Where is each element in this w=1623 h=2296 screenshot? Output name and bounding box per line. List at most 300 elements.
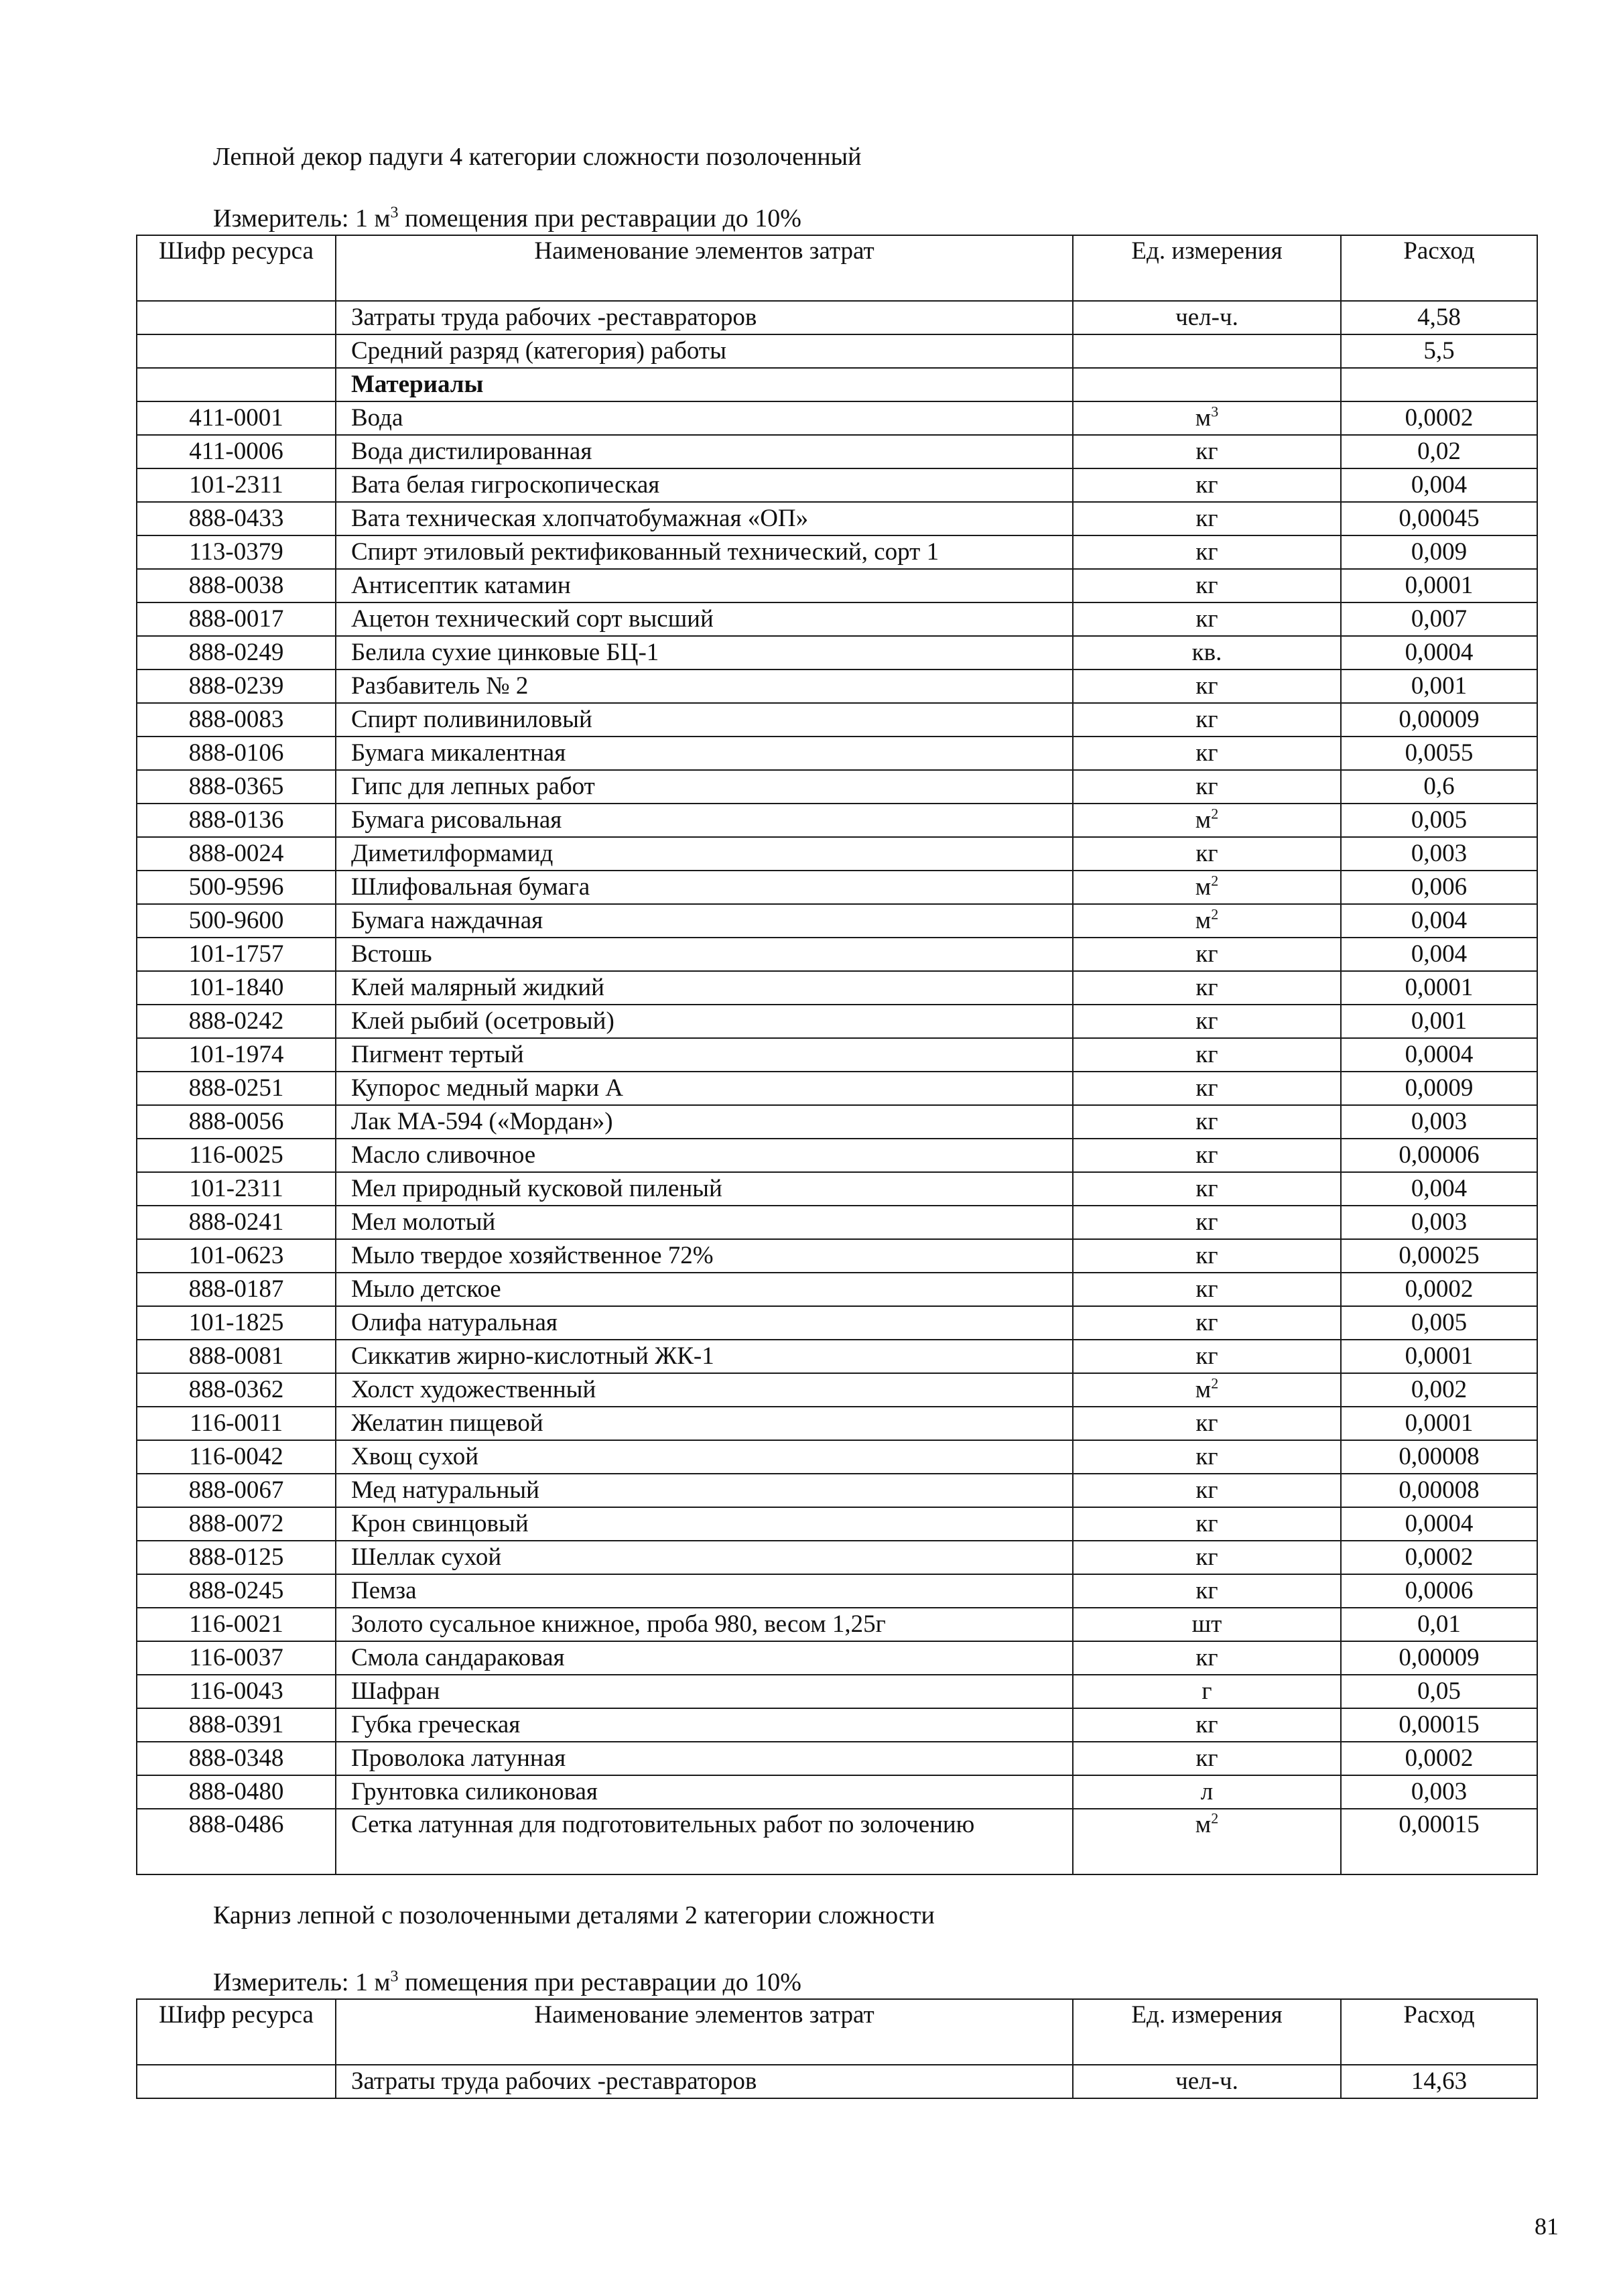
resource-code-cell: 101-0623: [137, 1239, 336, 1273]
cost-element-name-cell: Спирт этиловый ректификованный технический, сорт 1: [336, 535, 1073, 569]
unit-cell: [1073, 770, 1341, 804]
unit-exponent: 2: [1211, 1809, 1219, 1827]
table-row: [137, 401, 1537, 435]
cost-element-name-cell: Шлифовальная бумага: [336, 871, 1073, 904]
consumption-cell: 0,005: [1341, 804, 1537, 837]
table-row: [137, 334, 1537, 368]
unit-cell: [1073, 1005, 1341, 1038]
consumption-cell: 0,0002: [1341, 401, 1537, 435]
consumption-cell: 0,0001: [1341, 1340, 1537, 1373]
cost-element-name-cell: Мед натуральный: [336, 1474, 1073, 1507]
unit-text: кг: [1195, 1175, 1218, 1202]
resource-code-cell: 888-0251: [137, 1072, 336, 1105]
unit-text: кв.: [1191, 639, 1222, 666]
cost-element-name-cell: Бумага наждачная: [336, 904, 1073, 938]
table-row: [137, 1105, 1537, 1139]
resource-code-cell: 888-0038: [137, 569, 336, 602]
header-code: Шифр ресурса: [137, 235, 336, 301]
consumption-cell: 0,0001: [1341, 971, 1537, 1005]
unit-text: кг: [1195, 1711, 1218, 1738]
unit-text: м: [1195, 907, 1212, 934]
unit-cell: [1073, 1373, 1341, 1407]
unit-cell: [1073, 1474, 1341, 1507]
cost-element-name-cell: Диметилформамид: [336, 837, 1073, 871]
consumption-cell: 0,003: [1341, 1775, 1537, 1809]
unit-text: чел-ч.: [1175, 2067, 1238, 2095]
cost-element-name-cell: Масло сливочное: [336, 1139, 1073, 1172]
cost-element-name-cell: Купорос медный марки А: [336, 1072, 1073, 1105]
consumption-cell: 0,005: [1341, 1306, 1537, 1340]
unit-text: кг: [1195, 572, 1218, 599]
cost-element-name-cell: Мел молотый: [336, 1206, 1073, 1239]
table-row: [137, 1507, 1537, 1541]
unit-text: кг: [1195, 1409, 1218, 1437]
table-row: [137, 1440, 1537, 1474]
resource-code-cell: 888-0081: [137, 1340, 336, 1373]
unit-text: кг: [1195, 706, 1218, 733]
consumption-cell: 0,0002: [1341, 1742, 1537, 1775]
table-row: [137, 770, 1537, 804]
consumption-cell: 0,0002: [1341, 1541, 1537, 1574]
consumption-cell: 0,00008: [1341, 1474, 1537, 1507]
consumption-cell: 0,003: [1341, 1105, 1537, 1139]
table-row: [137, 502, 1537, 535]
consumption-cell: 0,00009: [1341, 1641, 1537, 1675]
table-row: [137, 569, 1537, 602]
resource-code-cell: 888-0017: [137, 602, 336, 636]
table-row: [137, 1608, 1537, 1641]
table-row: [137, 1239, 1537, 1273]
table-row: [137, 1742, 1537, 1775]
resource-code-cell: 888-0249: [137, 636, 336, 669]
resource-code-cell: 888-0391: [137, 1708, 336, 1742]
consumption-cell: 0,01: [1341, 1608, 1537, 1641]
table-row: [137, 1675, 1537, 1708]
unit-text: м: [1195, 404, 1212, 432]
consumption-cell: 4,58: [1341, 301, 1537, 334]
cost-element-name-cell: Затраты труда рабочих -реставраторов: [336, 2065, 1073, 2098]
resource-code-cell: 888-0067: [137, 1474, 336, 1507]
unit-cell: [1073, 1105, 1341, 1139]
unit-exponent: 2: [1211, 905, 1219, 923]
consumption-cell: 0,05: [1341, 1675, 1537, 1708]
cost-element-name-cell: Клей малярный жидкий: [336, 971, 1073, 1005]
unit-cell: [1073, 1742, 1341, 1775]
unit-text: кг: [1195, 1141, 1218, 1169]
resource-code-cell: 888-0245: [137, 1574, 336, 1608]
resource-code-cell: 101-1974: [137, 1038, 336, 1072]
cost-element-name-cell: Шафран: [336, 1675, 1073, 1708]
unit-text: кг: [1195, 1041, 1218, 1068]
resource-code-cell: 113-0379: [137, 535, 336, 569]
unit-text: кг: [1195, 538, 1218, 566]
resource-code-cell: [137, 368, 336, 401]
cost-element-name-cell: Хвощ сухой: [336, 1440, 1073, 1474]
table-row: [137, 669, 1537, 703]
table-row: [137, 1373, 1537, 1407]
table-row: [137, 904, 1537, 938]
unit-cell: [1073, 368, 1341, 401]
unit-text: м: [1195, 806, 1212, 834]
resource-code-cell: 888-0083: [137, 703, 336, 737]
cost-element-name-cell: Материалы: [336, 368, 1073, 401]
cost-element-name-cell: Вата техническая хлопчатобумажная «ОП»: [336, 502, 1073, 535]
cost-element-name-cell: Мел природный кусковой пиленый: [336, 1172, 1073, 1206]
unit-cell: [1073, 1206, 1341, 1239]
section-2-table: [136, 1998, 1538, 2099]
cost-element-name-cell: Спирт поливиниловый: [336, 703, 1073, 737]
cost-element-name-cell: Вата белая гигроскопическая: [336, 468, 1073, 502]
consumption-cell: 0,0001: [1341, 569, 1537, 602]
consumption-cell: 0,0004: [1341, 1507, 1537, 1541]
table-row: [137, 636, 1537, 669]
unit-cell: [1073, 435, 1341, 468]
unit-cell: [1073, 401, 1341, 435]
unit-cell: [1073, 1340, 1341, 1373]
unit-cell: [1073, 1675, 1341, 1708]
resource-code-cell: 888-0056: [137, 1105, 336, 1139]
cost-element-name-cell: Белила сухие цинковые БЦ-1: [336, 636, 1073, 669]
unit-text: чел-ч.: [1175, 304, 1238, 331]
table-row: [137, 1340, 1537, 1373]
unit-text: м: [1195, 1811, 1212, 1838]
resource-code-cell: 888-0239: [137, 669, 336, 703]
resource-code-cell: 411-0006: [137, 435, 336, 468]
unit-cell: [1073, 837, 1341, 871]
resource-code-cell: 888-0106: [137, 737, 336, 770]
consumption-cell: 0,02: [1341, 435, 1537, 468]
unit-text: кг: [1195, 605, 1218, 633]
consumption-cell: 0,0004: [1341, 1038, 1537, 1072]
unit-text: кг: [1195, 840, 1218, 867]
resource-code-cell: 888-0136: [137, 804, 336, 837]
table-row: [137, 1038, 1537, 1072]
unit-cell: [1073, 737, 1341, 770]
header-code: Шифр ресурса: [137, 1999, 336, 2065]
table-row: [137, 435, 1537, 468]
resource-code-cell: 888-0486: [137, 1809, 336, 1874]
cost-element-name-cell: Вода дистилированная: [336, 435, 1073, 468]
consumption-cell: 0,004: [1341, 1172, 1537, 1206]
resource-code-cell: 101-2311: [137, 468, 336, 502]
resource-code-cell: 116-0043: [137, 1675, 336, 1708]
consumption-cell: [1341, 368, 1537, 401]
unit-text: кг: [1195, 1577, 1218, 1604]
unit-exponent: 2: [1211, 805, 1219, 822]
unit-cell: [1073, 971, 1341, 1005]
resource-code-cell: 888-0480: [137, 1775, 336, 1809]
cost-element-name-cell: Клей рыбий (осетровый): [336, 1005, 1073, 1038]
header-name: Наименование элементов затрат: [336, 235, 1073, 301]
resource-code-cell: 888-0365: [137, 770, 336, 804]
resource-code-cell: 888-0362: [137, 1373, 336, 1407]
unit-text: кг: [1195, 1007, 1218, 1035]
unit-text: кг: [1195, 1342, 1218, 1370]
cost-element-name-cell: Губка греческая: [336, 1708, 1073, 1742]
unit-cell: [1073, 636, 1341, 669]
cost-element-name-cell: Грунтовка силиконовая: [336, 1775, 1073, 1809]
unit-exponent: 2: [1211, 872, 1219, 889]
cost-element-name-cell: Золото сусальное книжное, проба 980, весом 1,25г: [336, 1608, 1073, 1641]
consumption-cell: 0,00015: [1341, 1809, 1537, 1874]
table-row: [137, 804, 1537, 837]
unit-cell: [1073, 804, 1341, 837]
resource-code-cell: 101-1840: [137, 971, 336, 1005]
unit-text: м: [1195, 1376, 1212, 1403]
unit-cell: [1073, 1139, 1341, 1172]
unit-cell: [1073, 2065, 1341, 2098]
cost-element-name-cell: Сетка латунная для подготовительных работ по золочению: [336, 1809, 1073, 1874]
unit-text: л: [1200, 1778, 1214, 1805]
consumption-cell: 0,002: [1341, 1373, 1537, 1407]
consumption-cell: 0,0009: [1341, 1072, 1537, 1105]
consumption-cell: 0,001: [1341, 669, 1537, 703]
section-2-title: Карниз лепной с позолоченными деталями 2 категории сложности: [213, 1901, 935, 1929]
unit-text: кг: [1195, 1108, 1218, 1135]
consumption-cell: 0,003: [1341, 837, 1537, 871]
unit-exponent: 2: [1211, 1375, 1219, 1392]
table-row: [137, 1775, 1537, 1809]
unit-cell: [1073, 703, 1341, 737]
resource-code-cell: 888-0348: [137, 1742, 336, 1775]
unit-cell: [1073, 1574, 1341, 1608]
section-1-table: [136, 235, 1538, 1875]
cost-element-name-cell: Антисептик катамин: [336, 569, 1073, 602]
consumption-cell: 14,63: [1341, 2065, 1537, 2098]
cost-element-name-cell: Пемза: [336, 1574, 1073, 1608]
cost-element-name-cell: Сиккатив жирно-кислотный ЖК-1: [336, 1340, 1073, 1373]
cost-element-name-cell: Ацетон технический сорт высший: [336, 602, 1073, 636]
resource-code-cell: 116-0037: [137, 1641, 336, 1675]
table-row: [137, 1541, 1537, 1574]
table-row: [137, 468, 1537, 502]
consumption-cell: 0,00009: [1341, 703, 1537, 737]
unit-text: кг: [1195, 940, 1218, 968]
cost-element-name-cell: Затраты труда рабочих -реставраторов: [336, 301, 1073, 334]
unit-cell: [1073, 334, 1341, 368]
unit-text: кг: [1195, 773, 1218, 800]
header-unit: Ед. измерения: [1073, 235, 1341, 301]
resource-code-cell: 101-2311: [137, 1172, 336, 1206]
table-row: [137, 1306, 1537, 1340]
resource-code-cell: 888-0241: [137, 1206, 336, 1239]
unit-cell: [1073, 1306, 1341, 1340]
page-number: 81: [1535, 2213, 1559, 2240]
header-unit: Ед. измерения: [1073, 1999, 1341, 2065]
table-row: [137, 535, 1537, 569]
unit-text: кг: [1195, 1744, 1218, 1772]
table-row: [137, 1574, 1537, 1608]
consumption-cell: 0,003: [1341, 1206, 1537, 1239]
cost-element-name-cell: Вода: [336, 401, 1073, 435]
consumption-cell: 0,004: [1341, 938, 1537, 971]
consumption-cell: 0,007: [1341, 602, 1537, 636]
table-row: [137, 1273, 1537, 1306]
resource-code-cell: 116-0011: [137, 1407, 336, 1440]
table-header-row: [137, 1999, 1537, 2065]
consumption-cell: 0,009: [1341, 535, 1537, 569]
unit-text: кг: [1195, 739, 1218, 767]
cost-element-name-cell: Мыло детское: [336, 1273, 1073, 1306]
unit-text: кг: [1195, 1275, 1218, 1303]
table-row: [137, 1708, 1537, 1742]
consumption-cell: 0,0055: [1341, 737, 1537, 770]
cost-element-name-cell: Желатин пищевой: [336, 1407, 1073, 1440]
cost-element-name-cell: Гипс для лепных работ: [336, 770, 1073, 804]
table-row: [137, 871, 1537, 904]
table-row: [137, 1474, 1537, 1507]
table-row: [137, 2065, 1537, 2098]
unit-cell: [1073, 938, 1341, 971]
resource-code-cell: 888-0125: [137, 1541, 336, 1574]
unit-cell: [1073, 569, 1341, 602]
consumption-cell: 5,5: [1341, 334, 1537, 368]
resource-code-cell: 500-9600: [137, 904, 336, 938]
consumption-cell: 0,001: [1341, 1005, 1537, 1038]
unit-text: кг: [1195, 1074, 1218, 1102]
resource-code-cell: [137, 2065, 336, 2098]
cost-element-name-cell: Лак МА-594 («Мордан»): [336, 1105, 1073, 1139]
table-row: [137, 1206, 1537, 1239]
resource-code-cell: 888-0187: [137, 1273, 336, 1306]
resource-code-cell: [137, 334, 336, 368]
cost-element-name-cell: Проволока латунная: [336, 1742, 1073, 1775]
cost-element-name-cell: Мыло твердое хозяйственное 72%: [336, 1239, 1073, 1273]
unit-cell: [1073, 904, 1341, 938]
consumption-cell: 0,6: [1341, 770, 1537, 804]
cost-element-name-cell: Шеллак сухой: [336, 1541, 1073, 1574]
resource-code-cell: 116-0042: [137, 1440, 336, 1474]
table-row: [137, 971, 1537, 1005]
unit-cell: [1073, 468, 1341, 502]
table-row: [137, 1809, 1537, 1874]
cost-element-name-cell: Бумага рисовальная: [336, 804, 1073, 837]
resource-code-cell: 888-0433: [137, 502, 336, 535]
unit-cell: [1073, 1440, 1341, 1474]
resource-code-cell: 116-0025: [137, 1139, 336, 1172]
resource-code-cell: 101-1757: [137, 938, 336, 971]
unit-text: кг: [1195, 1476, 1218, 1504]
resource-code-cell: 411-0001: [137, 401, 336, 435]
resource-code-cell: 888-0072: [137, 1507, 336, 1541]
table-row: [137, 1139, 1537, 1172]
unit-cell: [1073, 1708, 1341, 1742]
cost-element-name-cell: Встошь: [336, 938, 1073, 971]
cost-element-name-cell: Крон свинцовый: [336, 1507, 1073, 1541]
cost-element-name-cell: Холст художественный: [336, 1373, 1073, 1407]
unit-exponent: 3: [1211, 403, 1219, 420]
unit-text: г: [1202, 1677, 1212, 1705]
consumption-cell: 0,0002: [1341, 1273, 1537, 1306]
unit-text: кг: [1195, 438, 1218, 465]
header-value: Расход: [1341, 1999, 1537, 2065]
unit-text: кг: [1195, 1543, 1218, 1571]
table-row: [137, 602, 1537, 636]
unit-cell: [1073, 1072, 1341, 1105]
cost-element-name-cell: Бумага микалентная: [336, 737, 1073, 770]
unit-cell: [1073, 669, 1341, 703]
unit-cell: [1073, 1608, 1341, 1641]
unit-cell: [1073, 1038, 1341, 1072]
unit-cell: [1073, 1541, 1341, 1574]
section-1-title: Лепной декор падуги 4 категории сложности позолоченный: [213, 143, 862, 171]
unit-text: кг: [1195, 1644, 1218, 1671]
resource-code-cell: 101-1825: [137, 1306, 336, 1340]
unit-text: кг: [1195, 672, 1218, 700]
consumption-cell: 0,00008: [1341, 1440, 1537, 1474]
consumption-cell: 0,00015: [1341, 1708, 1537, 1742]
unit-text: кг: [1195, 1309, 1218, 1336]
table-row: [137, 938, 1537, 971]
unit-cell: [1073, 871, 1341, 904]
unit-text: кг: [1195, 1242, 1218, 1269]
unit-text: кг: [1195, 974, 1218, 1001]
consumption-cell: 0,006: [1341, 871, 1537, 904]
unit-text: кг: [1195, 471, 1218, 499]
consumption-cell: 0,004: [1341, 468, 1537, 502]
header-value: Расход: [1341, 235, 1537, 301]
consumption-cell: 0,0004: [1341, 636, 1537, 669]
consumption-cell: 0,0006: [1341, 1574, 1537, 1608]
unit-cell: [1073, 1775, 1341, 1809]
table-row: [137, 837, 1537, 871]
unit-text: кг: [1195, 1443, 1218, 1470]
resource-code-cell: 888-0242: [137, 1005, 336, 1038]
table-row: [137, 1407, 1537, 1440]
table-row: [137, 703, 1537, 737]
unit-cell: [1073, 301, 1341, 334]
table-row: [137, 1072, 1537, 1105]
resource-code-cell: 116-0021: [137, 1608, 336, 1641]
unit-text: кг: [1195, 1208, 1218, 1236]
unit-cell: [1073, 535, 1341, 569]
table-row: [137, 1005, 1537, 1038]
unit-cell: [1073, 602, 1341, 636]
table-row: [137, 368, 1537, 401]
consumption-cell: 0,00045: [1341, 502, 1537, 535]
cost-element-name-cell: Пигмент тертый: [336, 1038, 1073, 1072]
cost-element-name-cell: Разбавитель № 2: [336, 669, 1073, 703]
cost-element-name-cell: Олифа натуральная: [336, 1306, 1073, 1340]
resource-code-cell: 500-9596: [137, 871, 336, 904]
unit-text: кг: [1195, 505, 1218, 532]
section-1-meter: Измеритель: 1 $м^3$ помещения при реставрации до 10%: [213, 204, 801, 233]
unit-cell: [1073, 1407, 1341, 1440]
table-row: [137, 1641, 1537, 1675]
unit-text: шт: [1191, 1610, 1222, 1638]
table-row: [137, 737, 1537, 770]
cost-element-name-cell: Средний разряд (категория) работы: [336, 334, 1073, 368]
table-row: [137, 301, 1537, 334]
table-header-row: [137, 235, 1537, 301]
unit-cell: [1073, 1641, 1341, 1675]
cost-element-name-cell: Смола сандараковая: [336, 1641, 1073, 1675]
unit-cell: [1073, 502, 1341, 535]
unit-cell: [1073, 1239, 1341, 1273]
unit-cell: [1073, 1172, 1341, 1206]
unit-text: м: [1195, 873, 1212, 901]
unit-cell: [1073, 1273, 1341, 1306]
unit-text: кг: [1195, 1510, 1218, 1537]
resource-code-cell: 888-0024: [137, 837, 336, 871]
consumption-cell: 0,004: [1341, 904, 1537, 938]
table-row: [137, 1172, 1537, 1206]
unit-cell: [1073, 1809, 1341, 1874]
consumption-cell: 0,00025: [1341, 1239, 1537, 1273]
resource-code-cell: [137, 301, 336, 334]
header-name: Наименование элементов затрат: [336, 1999, 1073, 2065]
section-2-meter: Измеритель: 1 $м^3$ помещения при реставрации до 10%: [213, 1968, 801, 1996]
